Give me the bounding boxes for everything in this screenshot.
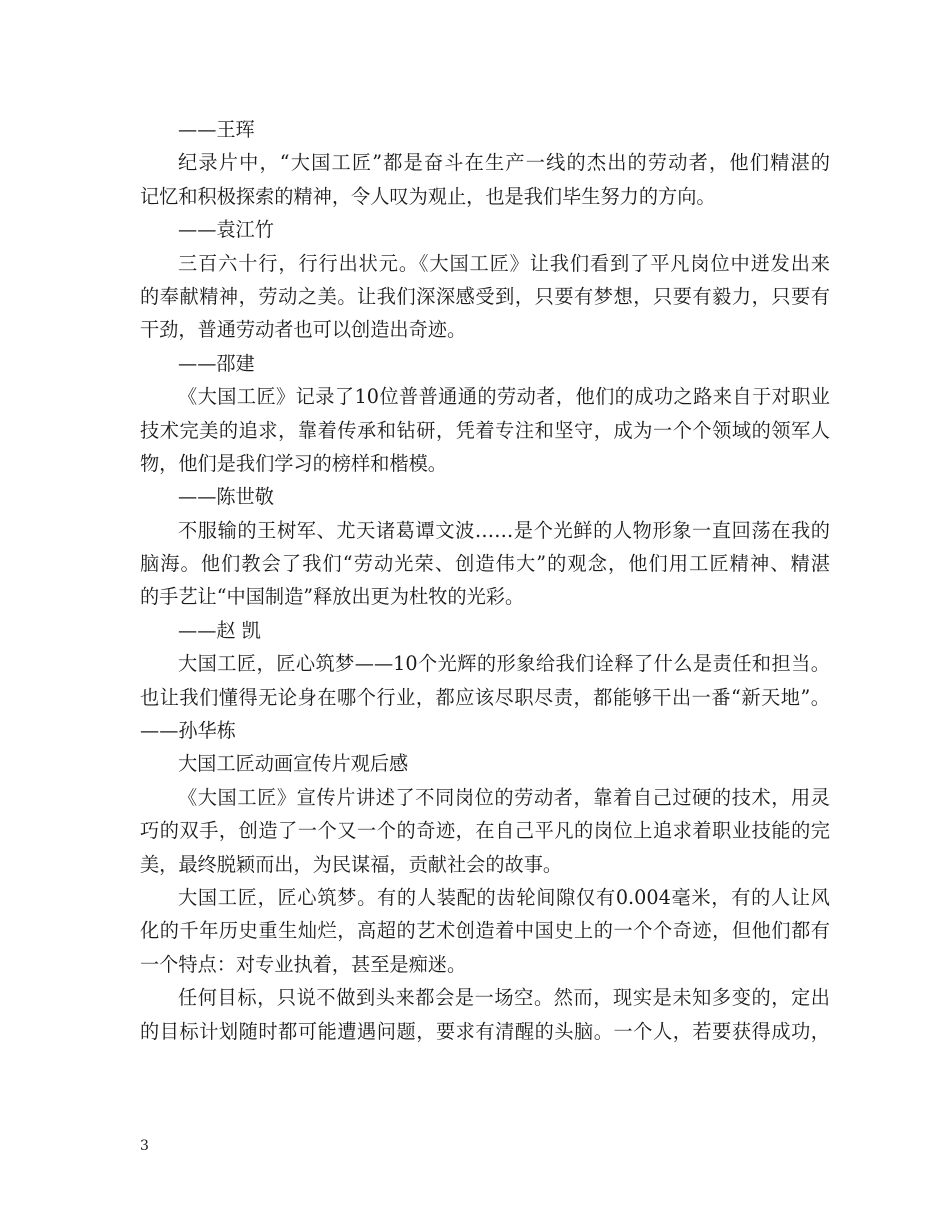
text-line: 脑海。他们教会了我们“劳动光荣、创造伟大”的观念，他们用工匠精神、精湛 [140,552,830,576]
text-line: 干劲，普通劳动者也可以创造出奇迹。 [140,318,467,342]
text-line: 任何目标，只说不做到头来都会是一场空。然而，现实是未知多变的，定出 [178,986,830,1010]
text-line: 大国工匠，匠心筑梦。有的人装配的齿轮间隙仅有0.004毫米，有的人让风 [178,885,830,909]
text-line: 《大国工匠》宣传片讲述了不同岗位的劳动者，靠着自己过硬的技术，用灵 [178,785,830,809]
text-line: 的目标计划随时都可能遭遇问题，要求有清醒的头脑。一个人，若要获得成功， [140,1019,830,1043]
text-line: 物，他们是我们学习的榜样和楷模。 [140,451,447,475]
text-line: 化的千年历史重生灿烂，高超的艺术创造着中国史上的一个个奇迹，但他们都有 [140,919,830,943]
text-line: 技术完美的追求，靠着传承和钻研，凭着专注和坚守，成为一个个领域的领军人 [140,418,830,442]
text-line: 巧的双手，创造了一个又一个的奇迹，在自己平凡的岗位上追求着职业技能的完 [140,819,830,843]
text-line: 也让我们懂得无论身在哪个行业，都应该尽职尽责，都能够干出一番“新天地”。 [140,685,830,709]
text-line: 纪录片中，“大国工匠”都是奋斗在生产一线的杰出的劳动者，他们精湛的 [178,151,830,175]
text-line: ——王珲 [178,118,255,141]
document-body [140,113,830,1048]
text-line: 一个特点：对专业执着，甚至是痴迷。 [140,952,467,976]
text-line: 《大国工匠》记录了10位普普通通的劳动者，他们的成功之路来自于对职业 [178,385,830,409]
text-line: 的手艺让“中国制造”释放出更为杜牧的光彩。 [140,585,525,609]
text-line: ——袁江竹 [178,218,274,242]
text-line: ——邵建 [178,351,255,375]
text-line: 不服输的王树军、尤天诸葛谭文波……是个光鲜的人物形象一直回荡在我的 [178,518,830,542]
text-line: 三百六十行，行行出状元。《大国工匠》让我们看到了平凡岗位中迸发出来 [178,251,830,275]
text-line: 美，最终脱颖而出，为民谋福，贡献社会的故事。 [140,852,563,876]
text-line: ——陈世敬 [178,485,274,509]
text-line: ——孙华栋 [140,719,236,743]
text-line: 大国工匠动画宣传片观后感 [178,752,409,776]
text-line: ——赵 凯 [178,618,261,642]
text-line: 记忆和积极探索的精神，令人叹为观止，也是我们毕生努力的方向。 [140,184,716,208]
page-number: 3 [140,1138,149,1154]
text-line: 大国工匠，匠心筑梦——10个光辉的形象给我们诠释了什么是责任和担当。 [178,652,830,676]
text-line: 的奉献精神，劳动之美。让我们深深感受到，只要有梦想，只要有毅力，只要有 [140,284,830,308]
